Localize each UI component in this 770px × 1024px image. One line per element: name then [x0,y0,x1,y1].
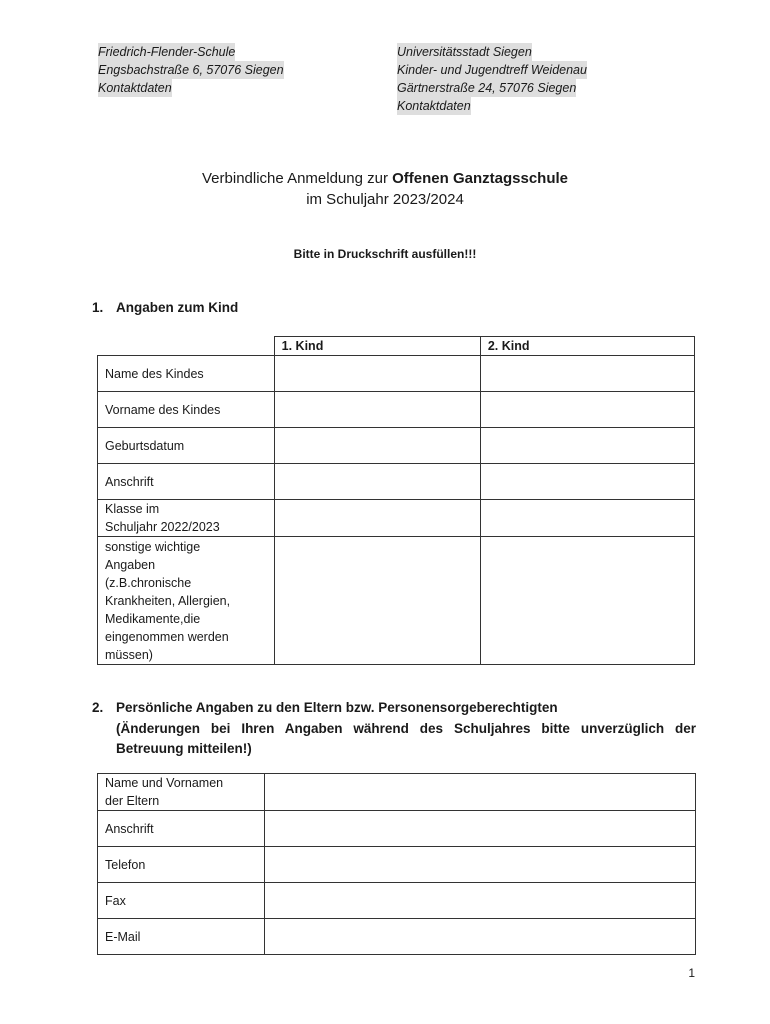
document-subtitle: im Schuljahr 2023/2024 [306,191,464,208]
row-label-first-name: Vorname des Kindes [98,392,275,428]
field-parent-address[interactable] [265,811,696,847]
title-emphasis: Offenen Ganztagsschule [392,170,568,187]
section-2-number: 2. [92,700,104,715]
section-1-heading [92,300,238,315]
title-prefix: Verbindliche Anmeldung zur [202,170,393,187]
youth-center-name: Kinder- und Jugendtreff Weidenau [397,63,587,77]
column-header-child-1: 1. Kind [274,337,480,356]
school-contact: Kontaktdaten [98,81,172,95]
field-email[interactable] [265,919,696,955]
column-header-child-2: 2. Kind [480,337,694,356]
field-child-1-class[interactable] [274,500,480,537]
row-label-parent-names: Name und Vornamen der Eltern [98,774,265,811]
field-child-2-address[interactable] [480,464,694,500]
field-child-2-name[interactable] [480,356,694,392]
youth-center-street: Gärtnerstraße 24, 57076 Siegen [397,81,577,95]
field-child-2-class[interactable] [480,500,694,537]
table-corner [98,337,275,356]
school-street: Engsbachstraße 6, 57076 Siegen [98,63,284,77]
field-child-1-address[interactable] [274,464,480,500]
section-2-note: (Änderungen bei Ihren Angaben während des Schuljahres bitte unverzüglich der [116,721,696,736]
row-label-email: E-Mail [98,919,265,955]
row-label-fax: Fax [98,883,265,919]
field-child-1-first-name[interactable] [274,392,480,428]
header-address-city [397,43,587,115]
page-number: 1 [688,966,695,980]
section-1-number: 1. [92,300,104,315]
youth-center-contact: Kontaktdaten [397,99,471,113]
field-child-2-other-info[interactable] [480,537,694,665]
field-parent-names[interactable] [265,774,696,811]
row-label-address: Anschrift [98,464,275,500]
section-2-heading [92,700,558,715]
field-child-1-other-info[interactable] [274,537,480,665]
row-label-birthdate: Geburtsdatum [98,428,275,464]
field-fax[interactable] [265,883,696,919]
field-child-1-birthdate[interactable] [274,428,480,464]
field-child-2-birthdate[interactable] [480,428,694,464]
row-label-class: Klasse im Schuljahr 2022/2023 [98,500,275,537]
parent-info-table [97,773,696,955]
field-child-1-name[interactable] [274,356,480,392]
field-phone[interactable] [265,847,696,883]
field-child-2-first-name[interactable] [480,392,694,428]
row-label-parent-address: Anschrift [98,811,265,847]
school-name: Friedrich-Flender-Schule [98,45,236,59]
document-title [0,170,770,187]
section-2-note-continued: Betreuung mitteilen!) [116,741,252,756]
fill-instruction: Bitte in Druckschrift ausfüllen!!! [293,247,477,261]
section-1-title: Angaben zum Kind [116,300,239,315]
city-name: Universitätsstadt Siegen [397,45,532,59]
header-address-school [98,43,284,97]
row-label-other-info: sonstige wichtige Angaben (z.B.chronische Krankheiten, Allergien, Medikamente,die eingenommen werden müssen) [98,537,275,665]
section-2-title: Persönliche Angaben zu den Eltern bzw. Personensorgeberechtigten [116,700,558,715]
row-label-phone: Telefon [98,847,265,883]
row-label-name: Name des Kindes [98,356,275,392]
child-info-table [97,336,695,665]
